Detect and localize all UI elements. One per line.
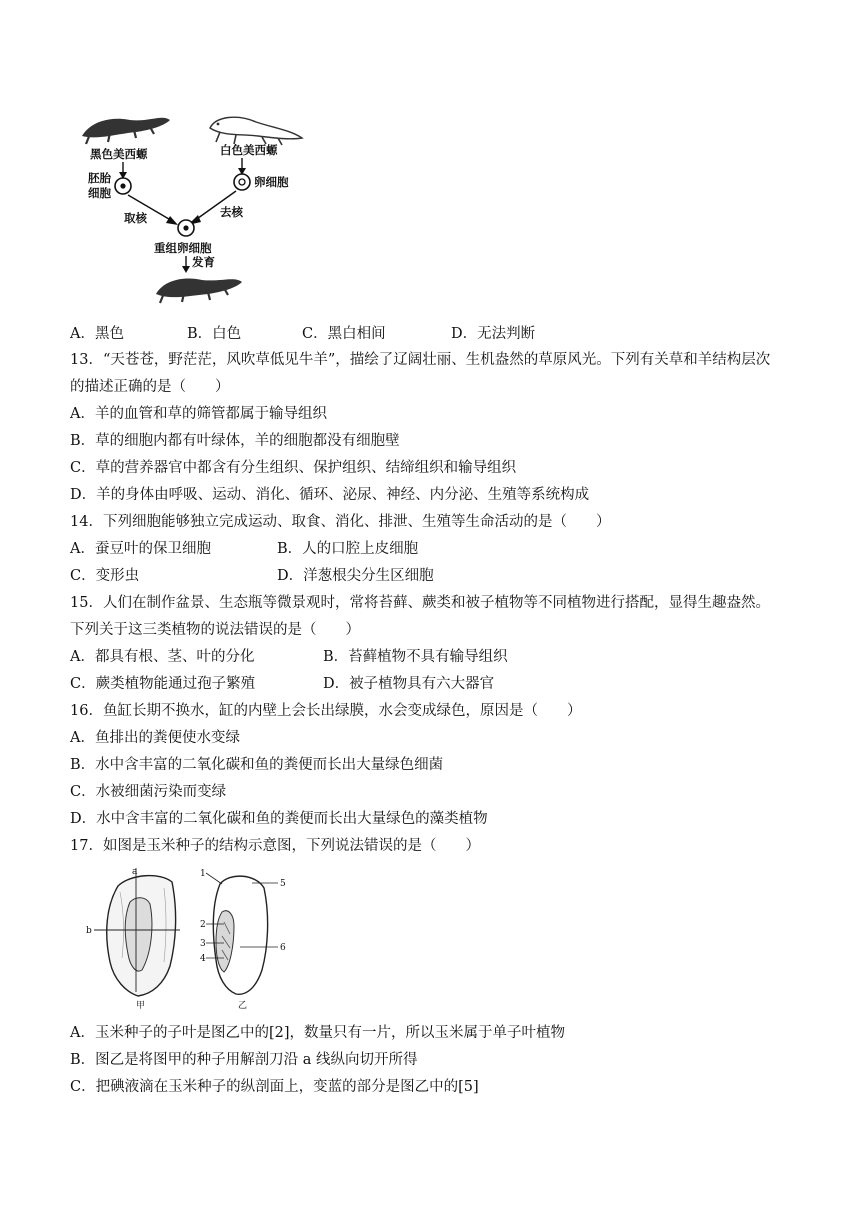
q13-option-d[interactable]: D．羊的身体由呼吸、运动、消化、循环、泌尿、神经、内分泌、生殖等系统构成 (70, 487, 590, 503)
q17-option-b[interactable]: B．图乙是将图甲的种子用解剖刀沿 a 线纵向切开所得 (70, 1052, 418, 1068)
q14-option-b[interactable]: B．人的口腔上皮细胞 (277, 541, 419, 557)
q16-option-a[interactable]: A．鱼排出的粪便使水变绿 (70, 730, 240, 746)
develop-label: 发育 (192, 255, 215, 269)
recombined-egg-label: 重组卵细胞 (154, 241, 212, 255)
q17-option-c[interactable]: C．把碘液滴在玉米种子的纵剖面上，变蓝的部分是图乙中的[5] (70, 1079, 479, 1095)
label-a: a (132, 867, 138, 877)
q17-option-a[interactable]: A．玉米种子的子叶是图乙中的[2]，数量只有一片，所以玉米属于单子叶植物 (70, 1025, 566, 1041)
white-axolotl-image (210, 117, 302, 145)
q16-option-d[interactable]: D．水中含丰富的二氧化碳和鱼的粪便而长出大量绿色的藻类植物 (70, 811, 488, 827)
black-axolotl-image (82, 118, 170, 144)
label-b: b (86, 926, 92, 936)
q16-stem: 16．鱼缸长期不换水，缸的内壁上会长出绿膜，水会变成绿色，原因是（ ） (70, 703, 582, 719)
label-6: 6 (280, 943, 286, 953)
black-axolotl-label: 黑色美西螈 (90, 147, 148, 161)
label-3: 3 (200, 939, 206, 949)
q15-option-c[interactable]: C．蕨类植物能通过孢子繁殖 (70, 676, 256, 692)
q15-option-a[interactable]: A．都具有根、茎、叶的分化 (70, 649, 255, 665)
q12-option-c[interactable]: C．黑白相间 (302, 326, 386, 342)
remove-nucleus-label: 去核 (220, 205, 243, 219)
embryo-cell-label-1: 胚胎 (88, 171, 111, 185)
axolotl-nuclear-transfer-diagram (70, 100, 310, 310)
white-axolotl-label: 白色美西螈 (220, 143, 278, 157)
q16-option-c[interactable]: C．水被细菌污染而变绿 (70, 784, 227, 800)
offspring-axolotl-image (156, 279, 242, 303)
label-jia: 甲 (136, 1001, 146, 1011)
q13-stem-line2: 的描述正确的是（ ） (70, 379, 230, 395)
label-4: 4 (200, 954, 206, 964)
take-nucleus-label: 取核 (124, 211, 147, 225)
q13-option-b[interactable]: B．草的细胞内都有叶绿体，羊的细胞都没有细胞壁 (70, 433, 400, 449)
corn-seed-section-view (213, 876, 267, 994)
q13-option-a[interactable]: A．羊的血管和草的筛管都属于输导组织 (70, 406, 327, 422)
q13-stem-line1: 13．“天苍苍，野茫茫，风吹草低见牛羊”，描绘了辽阔壮丽、生机盎然的草原风光。下列有关草和羊结构层次 (70, 352, 771, 368)
q14-option-d[interactable]: D．洋葱根尖分生区细胞 (277, 568, 434, 584)
q15-option-d[interactable]: D．被子植物具有六大器官 (323, 676, 495, 692)
q17-stem: 17．如图是玉米种子的结构示意图，下列说法错误的是（ ） (70, 838, 480, 854)
label-5: 5 (280, 879, 286, 889)
q12-option-a[interactable]: A．黑色 (70, 326, 124, 342)
q13-option-c[interactable]: C．草的营养器官中都含有分生组织、保护组织、结缔组织和输导组织 (70, 460, 517, 476)
label-2: 2 (200, 920, 206, 930)
egg-cell-icon (234, 174, 250, 190)
q14-option-a[interactable]: A．蚕豆叶的保卫细胞 (70, 541, 211, 557)
q14-option-c[interactable]: C．变形虫 (70, 568, 140, 584)
q12-option-b[interactable]: B．白色 (187, 326, 242, 342)
corn-seed-structure-diagram (80, 862, 310, 1012)
corn-seed-external-view (107, 876, 176, 996)
q16-option-b[interactable]: B．水中含丰富的二氧化碳和鱼的粪便而长出大量绿色细菌 (70, 757, 444, 773)
q15-option-b[interactable]: B．苔藓植物不具有输导组织 (323, 649, 508, 665)
egg-cell-label: 卵细胞 (254, 175, 289, 189)
q15-stem-line1: 15．人们在制作盆景、生态瓶等微景观时，常将苔藓、蕨类和被子植物等不同植物进行搭配，显得生趣盎然。 (70, 595, 770, 611)
q12-option-d[interactable]: D．无法判断 (451, 326, 536, 342)
label-1: 1 (200, 869, 206, 879)
embryo-cell-label-2: 细胞 (88, 186, 111, 200)
q14-stem: 14．下列细胞能够独立完成运动、取食、消化、排泄、生殖等生命活动的是（ ） (70, 514, 611, 530)
label-yi: 乙 (238, 1001, 248, 1011)
q15-stem-line2: 下列关于这三类植物的说法错误的是（ ） (70, 622, 360, 638)
